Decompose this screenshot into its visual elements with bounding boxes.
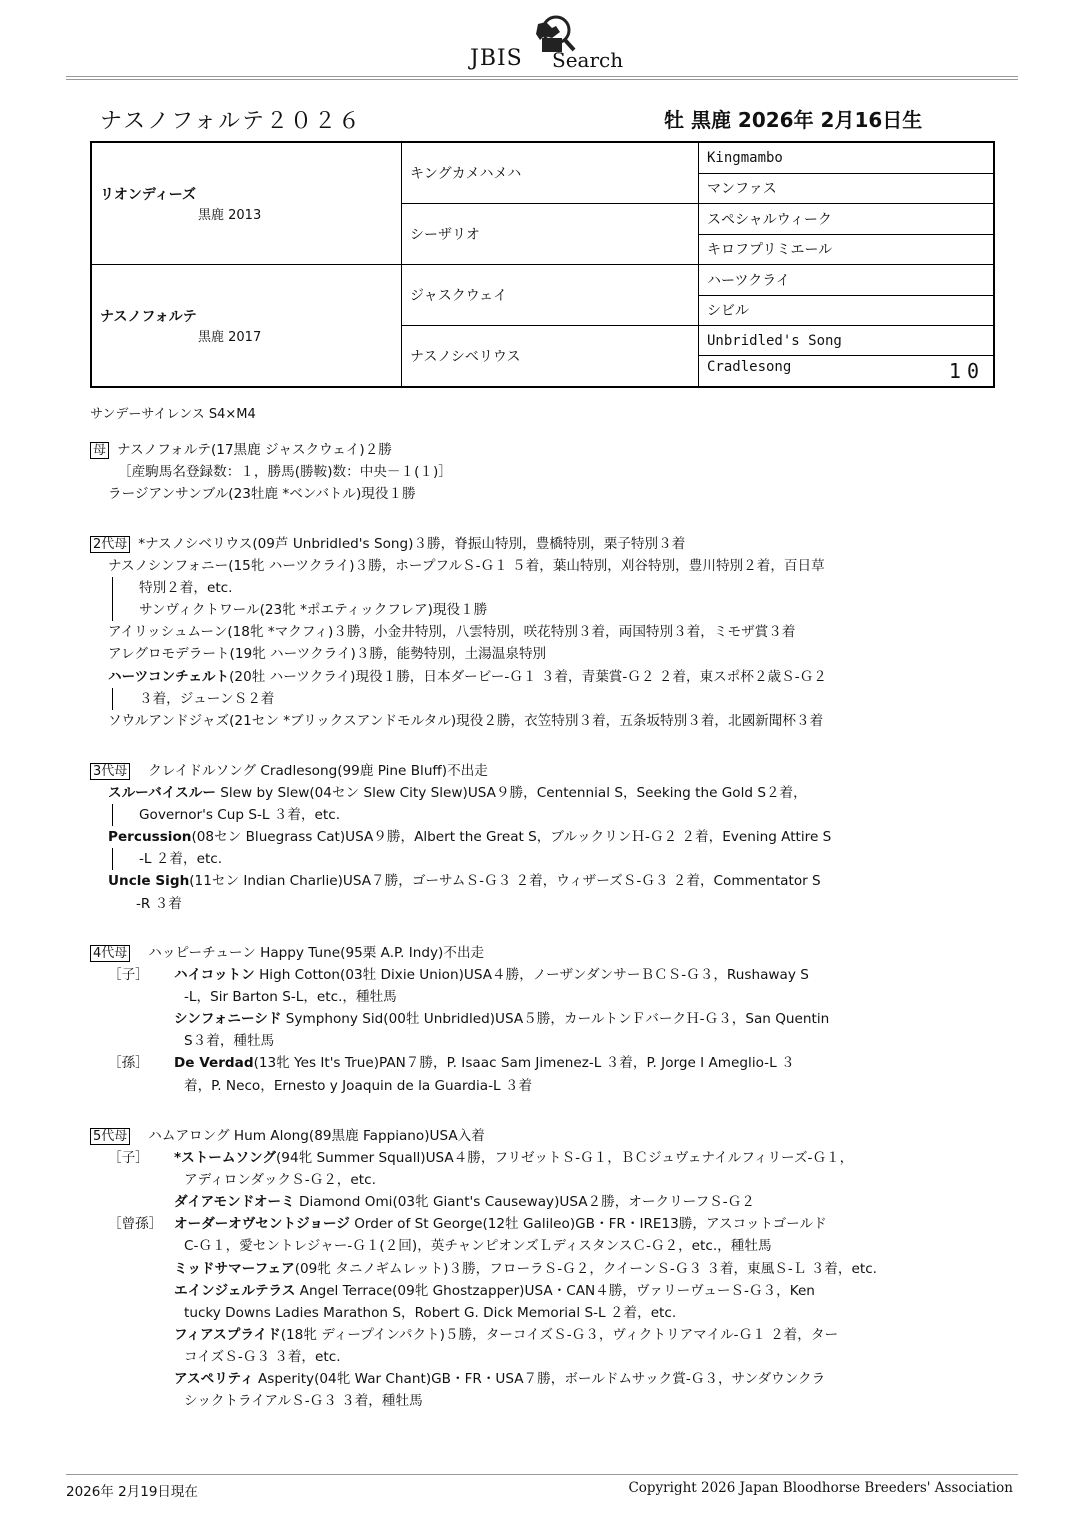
sire-info: 黒鹿 2013 (198, 208, 262, 223)
family-line: ソウルアンドジャズ(21セン *ブリックスアンドモルタル)現役２勝，衣笠特別３着，五条坂特別３着，北國新聞杯３着 (108, 712, 824, 729)
family-line (90, 1368, 1010, 1390)
stakes-horse-name: オーダーオヴセントジョージ (174, 1216, 350, 1233)
family-line-cont-text: -L ２着，etc. (139, 851, 223, 868)
family-line (90, 1052, 1010, 1074)
family-line (90, 870, 1010, 892)
fifth-dam-section (90, 1125, 1010, 1412)
header-rule-2 (66, 79, 1018, 80)
stakes-horse-name: Percussion (108, 829, 192, 846)
family-line-sub-text: サンヴィクトワール(23牝 *ポエティックフレア)現役１勝 (139, 602, 488, 619)
sire-dam: シーザリオ (402, 204, 699, 265)
section-label: 母 (90, 442, 109, 459)
stakes-horse-name: *ストームソング (174, 1150, 276, 1167)
dam-info: 黒鹿 2017 (198, 330, 262, 345)
ancestor-3: スペシャルウィーク (699, 204, 995, 235)
family-line (90, 1147, 1010, 1169)
family-line-cont (112, 577, 1010, 599)
family-line (90, 826, 1010, 848)
copyright: Copyright 2026 Japan Bloodhorse Breeders' Association (628, 1480, 1013, 1496)
stakes-horse-name: ハーツコンチェルト (108, 668, 230, 685)
stakes-horse-name: Uncle Sigh (108, 873, 190, 890)
family-line-text: Symphony Sid(00牡 Unbridled)USA５勝，カールトンＦバークＨ-Ｇ３，San Quentin (281, 1011, 830, 1028)
family-line-text: High Cotton(03牡 Dixie Union)USA４勝，ノーザンダンサーＢＣＳ-Ｇ３，Rushaway S (254, 967, 809, 984)
family-line (90, 1213, 1010, 1235)
family-line-cont: -R ３着 (136, 895, 182, 912)
logo-jbis-text: JBIS (470, 46, 523, 71)
sire-sire: キングカメハメハ (402, 142, 699, 204)
family-line (90, 1280, 1010, 1302)
dam-cell (91, 265, 402, 388)
family-line-text: (18牝 ディープインパクト)５勝，ターコイズＳ-Ｇ３，ヴィクトリアマイル-Ｇ１ ２着，ター (280, 1326, 839, 1343)
section-label: 2代母 (90, 536, 130, 553)
family-line (90, 782, 1010, 804)
family-line-cont: tucky Downs Ladies Marathon S，Robert G. Dick Memorial S-L ２着，etc. (184, 1304, 677, 1321)
stakes-horse-name: フィアスプライド (174, 1326, 281, 1343)
jbis-logo (470, 10, 635, 72)
relation-tag: ［曾孫］ (108, 1216, 163, 1233)
sire-name: リオンディーズ (100, 187, 197, 203)
third-dam-section (90, 760, 1010, 915)
family-line-cont (112, 688, 1010, 710)
ancestor-8 (699, 356, 995, 387)
family-line (90, 1258, 1010, 1280)
family-line: アイリッシュムーン(18牝 *マクフィ)３勝，小金井特別，八雲特別，咲花特別３着，両国特別３着，ミモザ賞３着 (108, 624, 796, 641)
family-line: アレグロモデラート(19牝 ハーツクライ)３勝，能勢特別，土湯温泉特別 (108, 646, 547, 663)
section-label: 4代母 (90, 945, 130, 962)
stakes-horse-name: アスペリティ (174, 1371, 254, 1388)
footer-rule (66, 1474, 1018, 1475)
stakes-horse-name: ダイアモンドオーミ (174, 1194, 295, 1211)
horse-info: 牡 黒鹿 2026年 2月16日生 (664, 108, 923, 132)
ancestor-2: マンファス (699, 173, 995, 204)
family-line (90, 964, 1010, 986)
section-label: 5代母 (90, 1128, 130, 1145)
relation-tag: ［孫］ (108, 1055, 149, 1072)
relation-tag: ［子］ (108, 967, 149, 984)
family-line-text: Order of St George(12牡 Galileo)GB・FR・IRE13勝，アスコットゴールド (349, 1216, 827, 1233)
family-line-text: (09牝 タニノギムレット)３勝，フローラＳ-Ｇ２，クイーンＳ-Ｇ３ ３着，東風Ｓ-Ｌ ３着，etc. (294, 1260, 877, 1277)
dam-sire: ジャスクウェイ (402, 265, 699, 326)
family-line-cont: -L，Sir Barton S-L，etc.，種牡馬 (184, 989, 397, 1006)
dam-dam: ナスノシベリウス (402, 326, 699, 388)
as-of-date: 2026年 2月19日現在 (66, 1484, 198, 1500)
family-line-text: Asperity(04牝 War Chant)GB・FR・USA７勝，ボールドムサック賞-Ｇ３，サンダウンクラ (253, 1371, 826, 1388)
inbreeding-note: サンデーサイレンス S4×M4 (90, 407, 256, 422)
relation-tag: ［子］ (108, 1150, 149, 1167)
stakes-horse-name: De Verdad (174, 1055, 254, 1072)
family-line-cont-text: Governor's Cup S-L ３着，etc. (139, 807, 341, 824)
third-dam-line: クレイドルソング Cradlesong(99鹿 Pine Bluff)不出走 (148, 763, 488, 779)
fourth-dam-section (90, 942, 1010, 1097)
second-dam-line: *ナスノシベリウス(09芦 Unbridled's Song)３勝，脊振山特別，豊橋特別，栗子特別３着 (138, 536, 686, 552)
family-line-text: (11セン Indian Charlie)USA７勝，ゴーサムＳ-Ｇ３ ２着，ウィザーズＳ-Ｇ３ ２着，Commentator S (189, 873, 821, 890)
family-line-cont: アディロンダックＳ-Ｇ２，etc. (184, 1172, 376, 1189)
family-line: ナスノシンフォニー(15牝 ハーツクライ)３勝，ホープフルＳ-Ｇ１ ５着，葉山特別，刈谷特別，豊川特別２着，百日草 (108, 558, 825, 575)
horse-name: ナスノフォルテ２０２６ (100, 109, 363, 134)
ancestor-7 (699, 326, 995, 356)
family-line-text: (08セン Bluegrass Cat)USA９勝，Albert the Great S，ブルックリンＨ-Ｇ２ ２着，Evening Attire S (191, 829, 832, 846)
header-rule (66, 76, 1018, 77)
stakes-horse-name: シンフォニーシド (174, 1011, 282, 1028)
second-dam-section (90, 533, 1010, 732)
family-line-sub (112, 599, 1010, 621)
logo-search-text: Search (552, 48, 624, 72)
family-line-cont (112, 804, 1010, 826)
family-line-cont: C-Ｇ１，愛セントレジャー-Ｇ１(２回)，英チャンピオンズＬディスタンスＣ-Ｇ２，etc.，種牡馬 (184, 1238, 772, 1255)
dam-name: ナスノフォルテ (100, 309, 197, 325)
fifth-dam-line: ハムアロング Hum Along(89黒鹿 Fappiano)USA入着 (148, 1128, 485, 1144)
ancestor-5: ハーツクライ (699, 265, 995, 296)
dam-foal: ラージアンサンブル(23牡鹿 *ベンバトル)現役１勝 (108, 486, 416, 503)
family-line-text: (20牡 ハーツクライ)現役１勝，日本ダービー-Ｇ１ ３着，青葉賞-Ｇ２ ２着，東スポ杯２歳Ｓ-Ｇ２ (229, 668, 827, 685)
family-line (90, 1191, 1010, 1213)
family-line-cont: コイズＳ-Ｇ３ ３着，etc. (184, 1348, 341, 1365)
dam-stats: ［産駒馬名登録数：１，勝馬(勝鞍)数：中央－１(１)］ (118, 464, 452, 481)
family-line-cont: シックトライアルＳ-Ｇ３ ３着，種牡馬 (184, 1393, 423, 1410)
family-line (90, 1324, 1010, 1346)
family-line-cont: 着，P. Neco，Ernesto y Joaquin de la Guardia-L ３着 (184, 1077, 533, 1094)
family-line-cont-text: ３着，ジューンＳ２着 (139, 690, 275, 707)
fourth-dam-line: ハッピーチューン Happy Tune(95栗 A.P. Indy)不出走 (148, 945, 485, 961)
family-line-text: Angel Terrace(09牝 Ghostzapper)USA・CAN４勝，ヴァリーヴューＳ-Ｇ３，Ken (295, 1282, 815, 1299)
ancestor-4: キロフプリミエール (699, 234, 995, 265)
family-line-cont: S３着，種牡馬 (184, 1033, 275, 1050)
dam-line: ナスノフォルテ(17黒鹿 ジャスクウェイ)２勝 (117, 442, 392, 458)
family-number: 10 (948, 359, 985, 384)
stakes-horse-name: ミッドサマーフェア (174, 1260, 295, 1277)
family-line-text: Slew by Slew(04セン Slew City Slew)USA９勝，Centennial S，Seeking the Gold S２着， (215, 785, 807, 802)
stakes-horse-name: スルーバイスルー (108, 785, 216, 802)
dam-section (90, 439, 1010, 505)
family-line-text: (94牝 Summer Squall)USA４勝，フリゼットＳ-Ｇ１，ＢＣジュヴェナイルフィリーズ-Ｇ１， (276, 1150, 854, 1167)
family-line (90, 666, 1010, 688)
section-label: 3代母 (90, 763, 130, 780)
family-line-cont-text: 特別２着，etc. (139, 580, 233, 597)
family-line-text: Diamond Omi(03牝 Giant's Causeway)USA２勝，オークリーフＳ-Ｇ２ (294, 1194, 755, 1211)
family-line (90, 1008, 1010, 1030)
ancestor-7-name: Unbridled's Song (707, 332, 842, 349)
ancestor-6: シビル (699, 295, 995, 326)
sire-cell (91, 142, 402, 265)
family-line-text: (13牝 Yes It's True)PAN７勝，P. Isaac Sam Jimenez-L ３着，P. Jorge I Ameglio-L ３ (253, 1055, 795, 1072)
family-line-cont (112, 848, 1010, 870)
ancestor-8-name: Cradlesong (707, 359, 792, 376)
stakes-horse-name: ハイコットン (174, 967, 255, 984)
pedigree-table (90, 141, 995, 388)
stakes-horse-name: エインジェルテラス (174, 1282, 296, 1299)
ancestor-1: Kingmambo (699, 142, 995, 173)
